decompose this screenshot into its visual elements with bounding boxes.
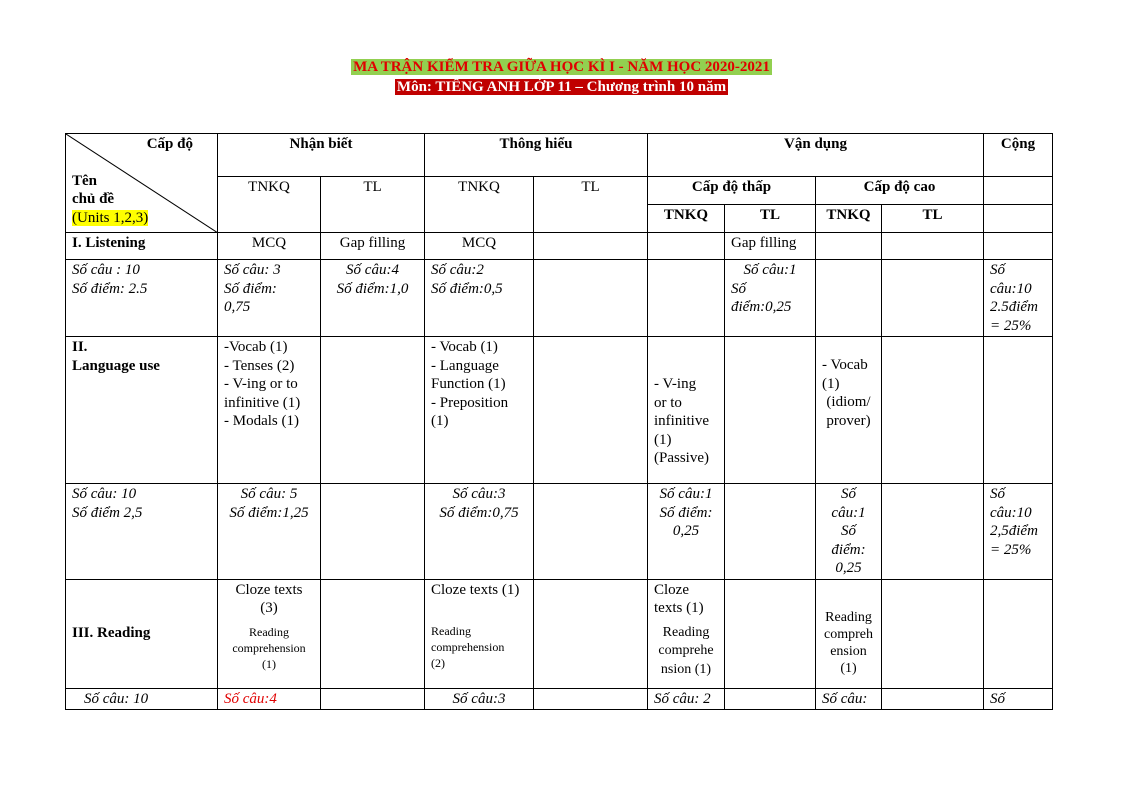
reading-th: Cloze texts (1) Reading comprehension (2) [425, 579, 534, 688]
vdt-tnkq-header: TNKQ [648, 205, 725, 233]
vdc-tnkq-header: TNKQ [816, 205, 882, 233]
reading-vdt-score: Số câu: 2 [648, 688, 725, 710]
listening-vdt-tl-score: Số câu:1 Số điểm:0,25 [725, 260, 816, 337]
units-label: (Units 1,2,3) [72, 209, 149, 226]
reading-summary: Số câu: 10 [66, 688, 218, 710]
cong-empty-cell [984, 177, 1053, 205]
nb-tnkq-header: TNKQ [218, 177, 321, 233]
language-vdt: - V-ing or to infinitive (1) (Passive) [648, 337, 725, 484]
listening-nb-tl: Gap filling [321, 233, 425, 260]
language-th-score: Số câu:3 Số điểm:0,75 [425, 484, 534, 580]
nb-tl-header: TL [321, 177, 425, 233]
title-line-2: Môn: TIẾNG ANH LỚP 11 – Chương trình 10 năm [396, 79, 727, 95]
language-score-row [66, 484, 1053, 580]
cong-header: Cộng [984, 134, 1053, 177]
reading-vdc-score: Số câu: [816, 688, 882, 710]
title-line-1: MA TRẬN KIỂM TRA GIỮA HỌC KÌ I - NĂM HỌC 2020-2021 [353, 59, 770, 75]
listening-nb-tl-score: Số câu:4 Số điểm:1,0 [321, 260, 425, 337]
reading-nb: Cloze texts (3) Reading comprehension (1) [218, 579, 321, 688]
reading-vdt: Cloze texts (1) Reading comprehe nsion (1) [648, 579, 725, 688]
language-summary: Số câu: 10 Số điểm 2,5 [66, 484, 218, 580]
reading-score-row [66, 688, 1053, 710]
listening-vdt-tl: Gap filling [725, 233, 816, 260]
listening-summary: Số câu : 10 Số điểm: 2.5 [66, 260, 218, 337]
language-cong-score: Số câu:10 2,5điểm = 25% [984, 484, 1053, 580]
matrix-table [65, 133, 1053, 710]
listening-topic: I. Listening [66, 233, 218, 260]
reading-nb-score: Số câu:4 [218, 688, 321, 710]
th-tl-header: TL [534, 177, 648, 233]
language-vdc-score: Số câu:1 Số điểm: 0,25 [816, 484, 882, 580]
ten-label: Tên [72, 172, 98, 189]
corner-header-cell [66, 134, 218, 233]
language-vdc: - Vocab (1) (idiom/ prover) [816, 337, 882, 484]
listening-th-tnkq: MCQ [425, 233, 534, 260]
reading-topic: III. Reading [66, 579, 218, 688]
cong-empty-cell [984, 205, 1053, 233]
listening-cong-score: Số câu:10 2.5điểm = 25% [984, 260, 1053, 337]
vdc-tl-header: TL [882, 205, 984, 233]
header-row-1 [66, 134, 1053, 177]
reading-row [66, 579, 1053, 688]
th-tnkq-header: TNKQ [425, 177, 534, 233]
vdt-tl-header: TL [725, 205, 816, 233]
language-nb-score: Số câu: 5 Số điểm:1,25 [218, 484, 321, 580]
reading-vdc: Reading compreh ension (1) [816, 579, 882, 688]
listening-th-tnkq-score: Số câu:2 Số điểm:0,5 [425, 260, 534, 337]
reading-th-score: Số câu:3 [425, 688, 534, 710]
listening-score-row [66, 260, 1053, 337]
language-th: - Vocab (1) - Language Function (1) - Preposition (1) [425, 337, 534, 484]
nhan-biet-header: Nhận biết [218, 134, 425, 177]
cap-do-cao-header: Cấp độ cao [816, 177, 984, 205]
cap-do-thap-header: Cấp độ thấp [648, 177, 816, 205]
van-dung-header: Vận dụng [648, 134, 984, 177]
listening-nb-tnkq: MCQ [218, 233, 321, 260]
language-nb: -Vocab (1) - Tenses (2) - V-ing or to infinitive (1) - Modals (1) [218, 337, 321, 484]
language-row [66, 337, 1053, 484]
listening-nb-tnkq-score: Số câu: 3 Số điểm: 0,75 [218, 260, 321, 337]
chu-de-label: chủ đề [72, 191, 115, 207]
cap-do-label: Cấp độ [146, 136, 193, 152]
language-topic: II. Language use [66, 337, 218, 484]
language-vdt-score: Số câu:1 Số điểm: 0,25 [648, 484, 725, 580]
listening-row [66, 233, 1053, 260]
thong-hieu-header: Thông hiểu [425, 134, 648, 177]
reading-cong-score: Số [984, 688, 1053, 710]
